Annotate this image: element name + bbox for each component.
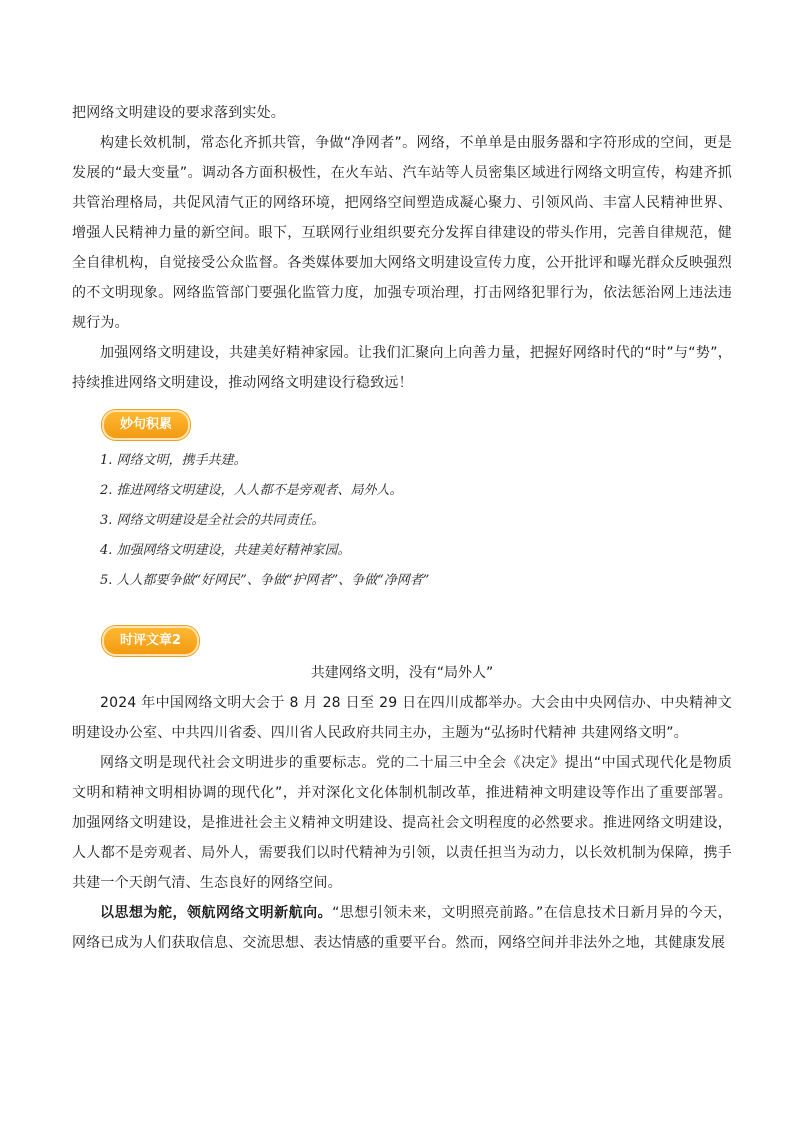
section-header-article [72,626,732,656]
paragraph-conclusion: 加强网络文明建设，共建美好精神家园。让我们汇聚向上向善力量，把握好网络时代的“时”与“势”，持续推进网络文明建设，推动网络文明建设行稳致远！ [72,345,732,391]
quote-item: 5. 人人都要争做“好网民”、争做“护网者”、争做“净网者” [100,573,430,588]
paragraph-long-term-mechanism: 构建长效机制，常态化齐抓共管，争做“净网者”。网络，不单单是由服务器和字符形成的空间，更是发展的“最大变量”。调动各方面积极性，在火车站、汽车站等人员密集区域进行网络文明宣传，构建齐抓共管治理格局，共促风清气正的网络环境，把网络空间塑造成凝心聚力、引领风尚、丰富人民精神世界、增强人民精神力量的新空间。眼下，互联网行业组织要充分发挥自律建设的带头作用，完善自律规范，健全自律机构，自觉接受公众监督。各类媒体要加大网络文明建设宣传力度，公开批评和曝光群众反映强烈的不文明现象。网络监管部门要强化监管力度，加强专项治理，打击网络犯罪行为，依法惩治网上违法违规行为。 [72,135,732,331]
paragraph-continuation: 把网络文明建设的要求落到实处。 [72,105,285,121]
document-page [72,98,732,958]
quote-item: 4. 加强网络文明建设，共建美好精神家园。 [100,543,351,558]
article-title: 共建网络文明，没有“局外人” [310,665,494,681]
quote-item: 3. 网络文明建设是全社会的共同责任。 [100,513,325,528]
badge-quotes: 妙句积累 [102,410,190,440]
paragraph-thought-guidance [72,898,732,958]
lead-sentence: 以思想为舵，领航网络文明新航向。 [100,905,333,921]
paragraph-text: “思想引领未来，文明照亮前路。”在信息技术日新月异的今天，网络已成为人们获取信息、交流思想、表达情感的重要平台。然而，网络空间并非法外之地，其健康发展 [72,905,732,951]
paragraph-significance: 网络文明是现代社会文明进步的重要标志。党的二十届三中全会《决定》提出“中国式现代化是物质文明和精神文明相协调的现代化”，并对深化文化体制机制改革，推进精神文明建设等作出了重要部署。加强网络文明建设，是推进社会主义精神文明建设、提高社会文明程度的必然要求。推进网络文明建设，人人都不是旁观者、局外人，需要我们以时代精神为引领，以责任担当为动力，以长效机制为保障，携手共建一个天朗气清、生态良好的网络空间。 [72,755,732,891]
badge-article: 时评文章2 [102,626,199,656]
quote-list [72,446,732,596]
quote-item: 2. 推进网络文明建设，人人都不是旁观者、局外人。 [100,483,403,498]
quote-item: 1. 网络文明，携手共建。 [100,453,247,468]
paragraph-conference: 2024 年中国网络文明大会于 8 月 28 日至 29 日在四川成都举办。大会由中央网信办、中央精神文明建设办公室、中共四川省委、四川省人民政府共同主办，主题为“弘扬时代精神 共建网络文明”。 [72,695,732,741]
section-header-quotes [72,410,732,440]
